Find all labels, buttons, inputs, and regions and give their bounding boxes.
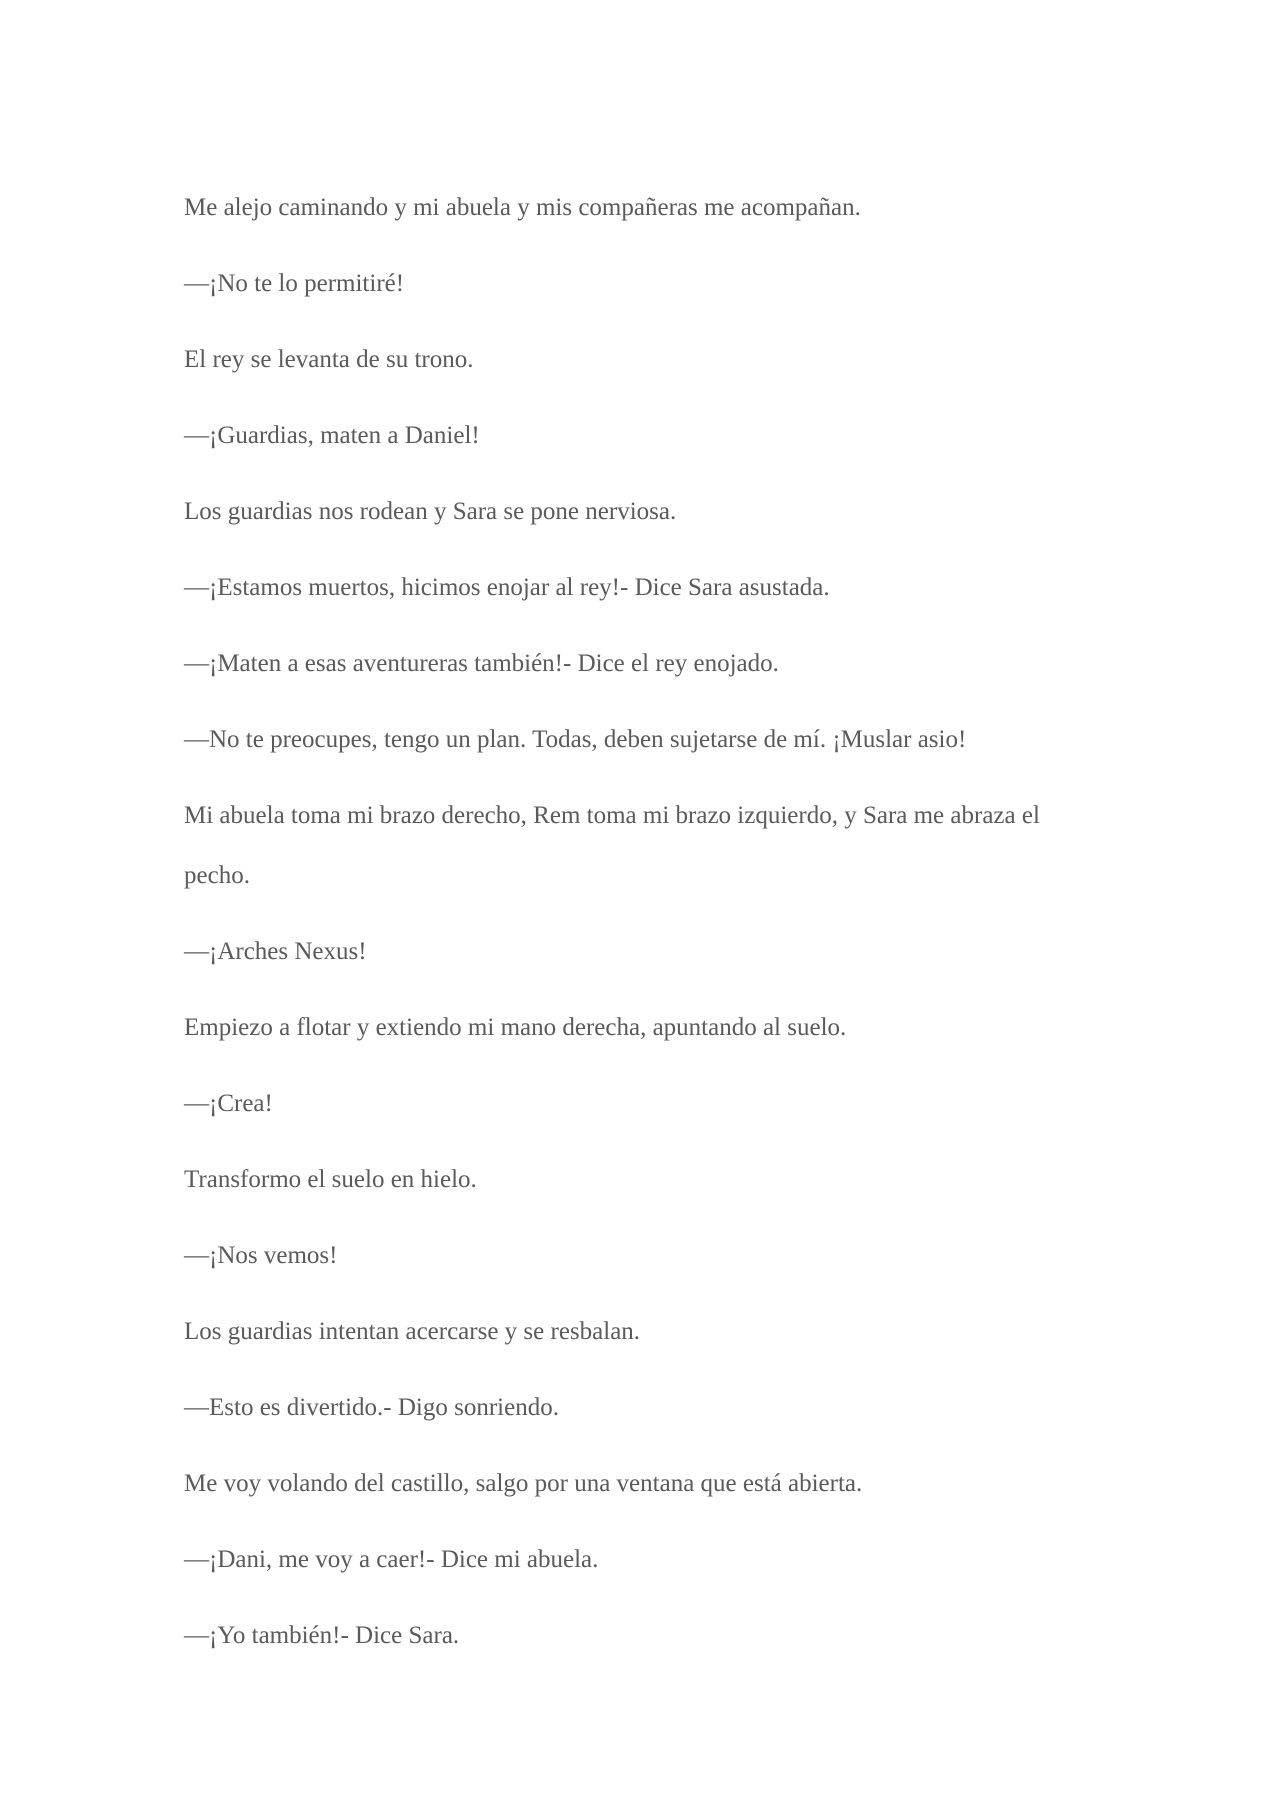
paragraph: —¡Yo también!- Dice Sara.: [184, 1622, 460, 1649]
paragraph: —¡Dani, me voy a caer!- Dice mi abuela.: [184, 1546, 599, 1573]
paragraph: Me voy volando del castillo, salgo por una ventana que está abierta.: [184, 1470, 863, 1497]
paragraph: Empiezo a flotar y extiendo mi mano derecha, apuntando al suelo.: [184, 1014, 847, 1041]
paragraph: —¡Maten a esas aventureras también!- Dice el rey enojado.: [184, 650, 779, 677]
paragraph: —¡No te lo permitiré!: [184, 270, 405, 297]
paragraph: —¡Arches Nexus!: [184, 938, 367, 965]
paragraph: Mi abuela toma mi brazo derecho, Rem toma mi brazo izquierdo, y Sara me abraza el pecho.: [184, 802, 1040, 889]
paragraph: —¡Estamos muertos, hicimos enojar al rey!- Dice Sara asustada.: [184, 574, 830, 601]
paragraph: Transformo el suelo en hielo.: [184, 1166, 477, 1193]
paragraph: —¡Nos vemos!: [184, 1242, 338, 1269]
paragraph: —No te preocupes, tengo un plan. Todas, deben sujetarse de mí. ¡Muslar asio!: [184, 726, 967, 753]
paragraph: Los guardias intentan acercarse y se resbalan.: [184, 1318, 641, 1345]
document-body: [184, 178, 1104, 1682]
paragraph: —¡Crea!: [184, 1090, 273, 1117]
paragraph: Los guardias nos rodean y Sara se pone nerviosa.: [184, 498, 677, 525]
paragraph: —Esto es divertido.- Digo sonriendo.: [184, 1394, 559, 1421]
paragraph: Me alejo caminando y mi abuela y mis compañeras me acompañan.: [184, 194, 861, 221]
paragraph: El rey se levanta de su trono.: [184, 346, 474, 373]
paragraph: —¡Guardias, maten a Daniel!: [184, 422, 480, 449]
